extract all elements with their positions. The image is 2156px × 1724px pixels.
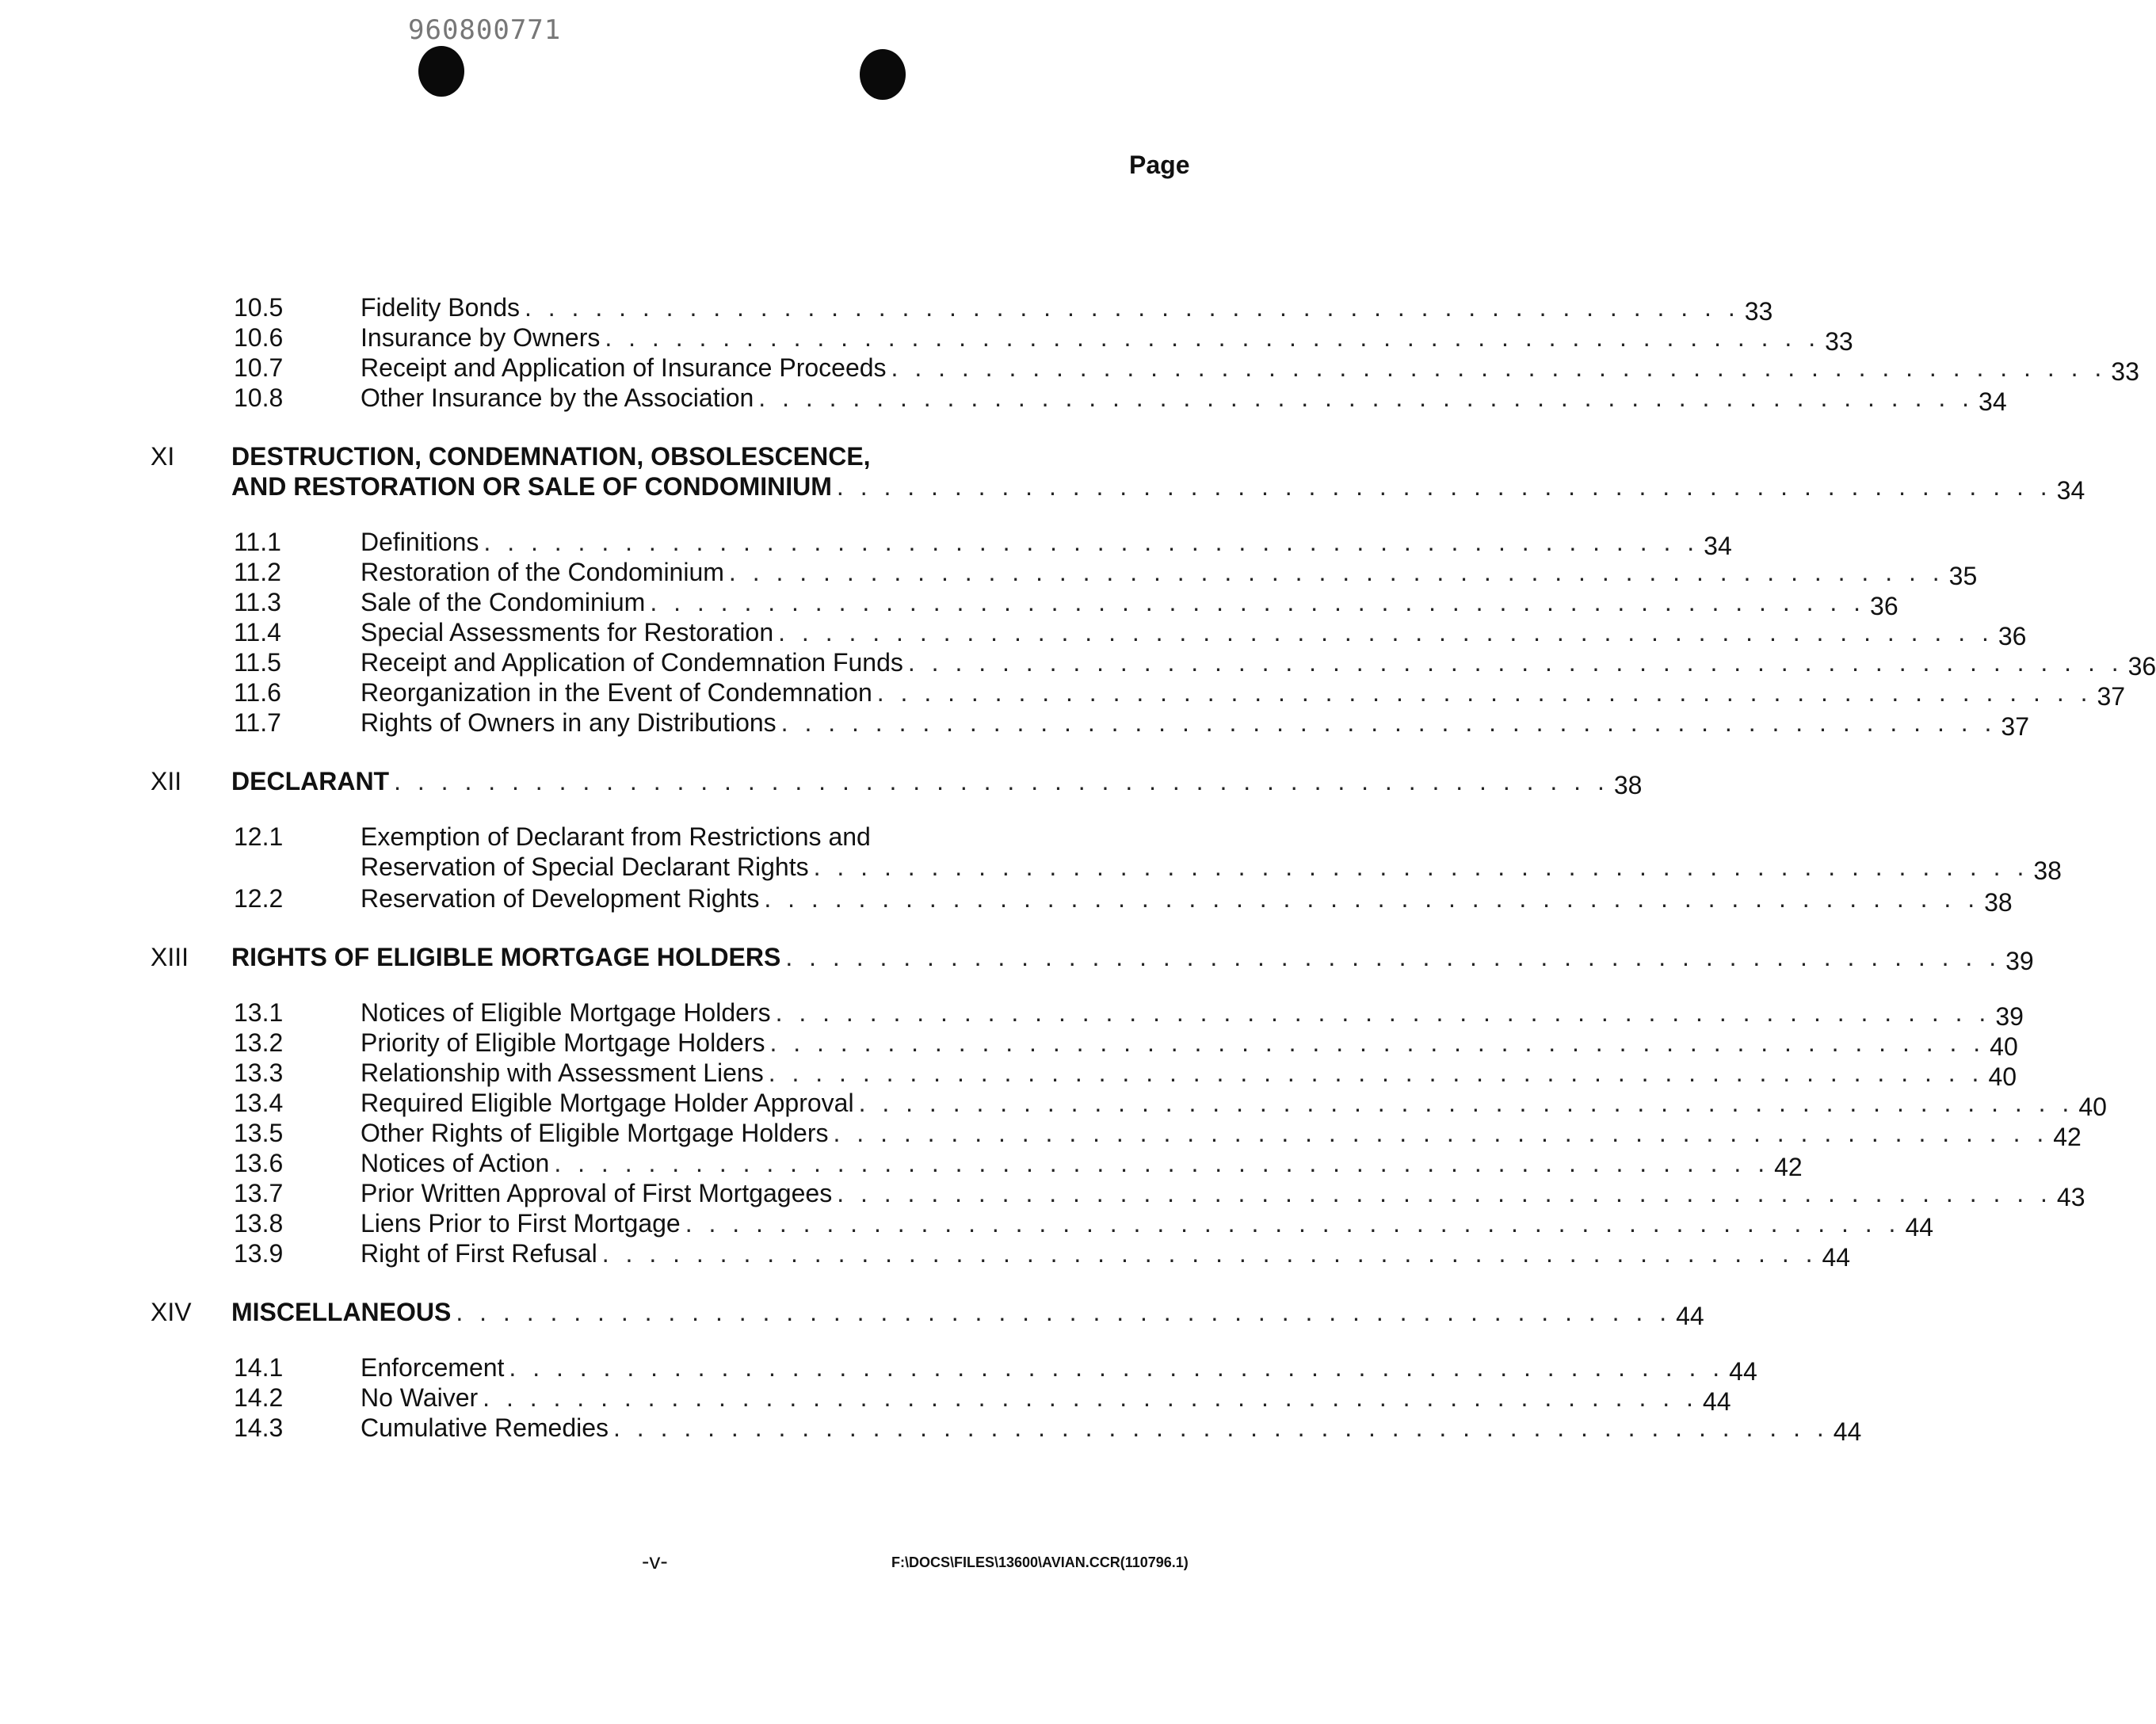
article-title-row [231, 767, 1643, 799]
dot-leader: . . . . . . . . . . . . . . . . . . . . . . . . . . . . . . . . . . . . . . . . . . . . . . . . . . . . [833, 1119, 2049, 1147]
section-title-line: Exemption of Declarant from Restrictions and [361, 822, 871, 851]
toc-entry [143, 1209, 1934, 1242]
section-page-number: 40 [2078, 1093, 2107, 1121]
section-page-number: 33 [2111, 357, 2139, 386]
section-title: No Waiver [361, 1383, 479, 1412]
section-title-row [361, 1028, 2018, 1061]
section-title: Reservation of Special Declarant Rights [361, 852, 809, 881]
section-page-number: 40 [1990, 1032, 2018, 1061]
section-page-number: 42 [2053, 1123, 2082, 1151]
section-page-number: 44 [1702, 1387, 1731, 1416]
dot-leader: . . . . . . . . . . . . . . . . . . . . . . . . . . . . . . . . . . . . . . . . . . . . . . . . . . . . [775, 998, 1991, 1027]
dot-leader: . . . . . . . . . . . . . . . . . . . . . . . . . . . . . . . . . . . . . . . . . . . . . . . . . . . . [650, 588, 1866, 616]
toc-entry [143, 708, 2029, 741]
section-page-number: 44 [1822, 1243, 1851, 1272]
article-number: XI [151, 442, 175, 471]
article-number: XII [151, 767, 182, 795]
section-number: 11.1 [234, 528, 281, 556]
dot-leader: . . . . . . . . . . . . . . . . . . . . . . . . . . . . . . . . . . . . . . . . . . . . . . . . . . . . [778, 618, 1994, 646]
article-page-number: 44 [1676, 1302, 1704, 1330]
article-title-row [231, 943, 2034, 975]
toc-entry [143, 1239, 1851, 1272]
article-heading [143, 1298, 1704, 1330]
toc-entry [143, 1149, 1803, 1181]
section-number: 11.4 [234, 618, 281, 646]
toc-entry [143, 822, 2062, 885]
section-number: 10.6 [234, 323, 284, 352]
section-page-number: 36 [1870, 592, 1898, 620]
section-page-number: 44 [1833, 1417, 1862, 1446]
section-title: Relationship with Assessment Liens [361, 1058, 764, 1087]
section-page-number: 37 [2097, 682, 2126, 711]
section-title-row [361, 293, 1773, 326]
section-number: 13.2 [234, 1028, 284, 1057]
section-title: Required Eligible Mortgage Holder Approval [361, 1089, 854, 1117]
section-title: Priority of Eligible Mortgage Holders [361, 1028, 765, 1057]
section-page-number: 44 [1729, 1357, 1757, 1386]
section-title-row [361, 528, 1732, 560]
section-title-row [361, 383, 2007, 416]
dot-leader: . . . . . . . . . . . . . . . . . . . . . . . . . . . . . . . . . . . . . . . . . . . . . . . . . . . . [728, 558, 1944, 586]
section-number: 11.7 [234, 708, 281, 737]
section-title-row [361, 708, 2029, 741]
dot-leader: . . . . . . . . . . . . . . . . . . . . . . . . . . . . . . . . . . . . . . . . . . . . . . . . . . . . [858, 1089, 2074, 1117]
toc-entry [143, 558, 1978, 590]
dot-leader: . . . . . . . . . . . . . . . . . . . . . . . . . . . . . . . . . . . . . . . . . . . . . . . . . . . . [836, 472, 2052, 501]
section-title-row [361, 1179, 2085, 1211]
section-number: 11.3 [234, 588, 281, 616]
section-number: 11.6 [234, 678, 281, 707]
section-title-row [361, 1089, 2107, 1121]
section-number: 10.5 [234, 293, 284, 322]
section-title-row [361, 1149, 1803, 1181]
section-title-row [361, 678, 2126, 711]
section-page-number: 38 [1984, 888, 2013, 917]
dot-leader: . . . . . . . . . . . . . . . . . . . . . . . . . . . . . . . . . . . . . . . . . . . . . . . . . . . . [837, 1179, 2052, 1207]
section-page-number: 34 [1704, 532, 1732, 560]
article-title-text: DECLARANT [231, 767, 390, 795]
article-number: XIV [151, 1298, 192, 1326]
dot-leader: . . . . . . . . . . . . . . . . . . . . . . . . . . . . . . . . . . . . . . . . . . . . . . . . . . . . [876, 678, 2093, 707]
section-number: 11.5 [234, 648, 281, 677]
section-page-number: 39 [1995, 1002, 2024, 1031]
section-title-row [361, 353, 2139, 386]
section-title: Prior Written Approval of First Mortgagees [361, 1179, 833, 1207]
article-page-number: 38 [1613, 771, 1643, 799]
article-title-text: AND RESTORATION OR SALE OF CONDOMINIUM [231, 472, 832, 501]
article-title [231, 767, 1643, 799]
section-title: Notices of Action [361, 1149, 550, 1177]
toc-entry [143, 383, 2007, 416]
section-page-number: 33 [1825, 327, 1853, 356]
section-title: Right of First Refusal [361, 1239, 597, 1268]
table-of-contents [143, 293, 2156, 1446]
toc-entry [143, 293, 1773, 326]
section-page-number: 42 [1774, 1153, 1803, 1181]
section-number: 13.9 [234, 1239, 284, 1268]
dot-leader: . . . . . . . . . . . . . . . . . . . . . . . . . . . . . . . . . . . . . . . . . . . . . . . . . . . . [601, 1239, 1818, 1268]
punch-hole [860, 49, 906, 100]
article-title-text: RIGHTS OF ELIGIBLE MORTGAGE HOLDERS [231, 943, 781, 971]
section-number: 10.7 [234, 353, 284, 382]
toc-entry [143, 1413, 1862, 1446]
section-title: Notices of Eligible Mortgage Holders [361, 998, 771, 1027]
toc-entry [143, 1089, 2107, 1121]
section-title: Restoration of the Condominium [361, 558, 724, 586]
section-title-row [361, 1239, 1851, 1272]
toc-entry [143, 884, 2013, 917]
article-title [231, 1298, 1704, 1330]
dot-leader: . . . . . . . . . . . . . . . . . . . . . . . . . . . . . . . . . . . . . . . . . . . . . . . . . . . . [509, 1353, 1725, 1382]
section-page-number: 40 [1988, 1062, 2017, 1091]
dot-leader: . . . . . . . . . . . . . . . . . . . . . . . . . . . . . . . . . . . . . . . . . . . . . . . . . . . . [554, 1149, 1770, 1177]
section-page-number: 34 [1979, 387, 2007, 416]
section-title: Enforcement [361, 1353, 505, 1382]
section-title-row [361, 1353, 1757, 1386]
dot-leader: . . . . . . . . . . . . . . . . . . . . . . . . . . . . . . . . . . . . . . . . . . . . . . . . . . . . [769, 1028, 1986, 1057]
dot-leader: . . . . . . . . . . . . . . . . . . . . . . . . . . . . . . . . . . . . . . . . . . . . . . . . . . . . [605, 323, 1821, 352]
article-heading [143, 767, 1643, 799]
article-title-row [231, 472, 2085, 505]
section-title-row [361, 648, 2156, 681]
section-title: Receipt and Application of Insurance Proceeds [361, 353, 887, 382]
section-title: Reorganization in the Event of Condemnation [361, 678, 872, 707]
article-page-number: 39 [2005, 947, 2034, 975]
section-title: Reservation of Development Rights [361, 884, 760, 913]
section-number: 12.2 [234, 884, 284, 913]
toc-entry [143, 1353, 1757, 1386]
section-title-row [361, 588, 1898, 620]
section-page-number: 33 [1744, 297, 1773, 326]
page-column-heading: Page [1129, 151, 1190, 179]
toc-entry [143, 648, 2156, 681]
section-page-number: 44 [1905, 1213, 1934, 1242]
dot-leader: . . . . . . . . . . . . . . . . . . . . . . . . . . . . . . . . . . . . . . . . . . . . . . . . . . . . [813, 852, 2029, 881]
toc-entry [143, 528, 1732, 560]
section-number: 13.3 [234, 1058, 284, 1087]
section-number: 14.3 [234, 1413, 284, 1442]
section-number: 12.1 [234, 822, 284, 851]
article-title-line: DESTRUCTION, CONDEMNATION, OBSOLESCENCE, [231, 442, 871, 471]
toc-entry [143, 1119, 2082, 1151]
section-title-row [361, 852, 2062, 885]
dot-leader: . . . . . . . . . . . . . . . . . . . . . . . . . . . . . . . . . . . . . . . . . . . . . . . . . . . . [483, 528, 1700, 556]
dot-leader: . . . . . . . . . . . . . . . . . . . . . . . . . . . . . . . . . . . . . . . . . . . . . . . . . . . . [758, 383, 1975, 412]
section-title-row [361, 558, 1978, 590]
section-number: 13.6 [234, 1149, 284, 1177]
toc-entry [143, 353, 2139, 386]
dot-leader: . . . . . . . . . . . . . . . . . . . . . . . . . . . . . . . . . . . . . . . . . . . . . . . . . . . . [456, 1298, 1672, 1326]
toc-entry [143, 618, 2027, 650]
punch-hole [418, 46, 464, 97]
dot-leader: . . . . . . . . . . . . . . . . . . . . . . . . . . . . . . . . . . . . . . . . . . . . . . . . . . . . [780, 708, 1997, 737]
section-title: Special Assessments for Restoration [361, 618, 774, 646]
section-title-row [361, 1383, 1731, 1416]
section-title: Other Rights of Eligible Mortgage Holders [361, 1119, 829, 1147]
section-title-row [361, 323, 1853, 356]
dot-leader: . . . . . . . . . . . . . . . . . . . . . . . . . . . . . . . . . . . . . . . . . . . . . . . . . . . . [483, 1383, 1698, 1412]
section-number: 11.2 [234, 558, 281, 586]
toc-entry [143, 998, 2024, 1031]
dot-leader: . . . . . . . . . . . . . . . . . . . . . . . . . . . . . . . . . . . . . . . . . . . . . . . . . . . . [891, 353, 2107, 382]
section-page-number: 38 [2033, 856, 2062, 885]
toc-entry [143, 1383, 1731, 1416]
section-page-number: 43 [2056, 1183, 2085, 1211]
section-title: Rights of Owners in any Distributions [361, 708, 777, 737]
section-title-row [361, 1119, 2082, 1151]
section-number: 13.4 [234, 1089, 284, 1117]
dot-leader: . . . . . . . . . . . . . . . . . . . . . . . . . . . . . . . . . . . . . . . . . . . . . . . . . . . . [785, 943, 2001, 971]
article-heading [143, 442, 2085, 505]
footer-page-number: -v- [642, 1549, 668, 1573]
section-title-row [361, 1058, 2017, 1091]
dot-leader: . . . . . . . . . . . . . . . . . . . . . . . . . . . . . . . . . . . . . . . . . . . . . . . . . . . . [394, 767, 1609, 795]
toc-entry [143, 588, 1898, 620]
toc-entry [143, 323, 1853, 356]
document-stamp: 960800771 [408, 14, 562, 46]
dot-leader: . . . . . . . . . . . . . . . . . . . . . . . . . . . . . . . . . . . . . . . . . . . . . . . . . . . . [764, 884, 1980, 913]
dot-leader: . . . . . . . . . . . . . . . . . . . . . . . . . . . . . . . . . . . . . . . . . . . . . . . . . . . . [768, 1058, 1984, 1087]
toc-entry [143, 678, 2126, 711]
toc-entry [143, 1058, 2017, 1091]
article-title [231, 943, 2034, 975]
section-title: Fidelity Bonds [361, 293, 520, 322]
section-title: Insurance by Owners [361, 323, 601, 352]
section-page-number: 36 [1998, 622, 2027, 650]
footer-file-path: F:\DOCS\FILES\13600\AVIAN.CCR(110796.1) [891, 1554, 1189, 1570]
section-number: 14.2 [234, 1383, 284, 1412]
section-number: 13.7 [234, 1179, 284, 1207]
section-title: Cumulative Remedies [361, 1413, 609, 1442]
section-page-number: 35 [1948, 562, 1978, 590]
article-page-number: 34 [2056, 476, 2085, 505]
section-title-block [361, 822, 2062, 885]
section-title-row [361, 1209, 1934, 1242]
section-title: Liens Prior to First Mortgage [361, 1209, 681, 1238]
section-number: 13.1 [234, 998, 284, 1027]
dot-leader: . . . . . . . . . . . . . . . . . . . . . . . . . . . . . . . . . . . . . . . . . . . . . . . . . . . . [524, 293, 1740, 322]
section-number: 14.1 [234, 1353, 284, 1382]
article-title-text: MISCELLANEOUS [231, 1298, 452, 1326]
section-page-number: 36 [2127, 652, 2156, 681]
section-number: 13.5 [234, 1119, 284, 1147]
section-number: 13.8 [234, 1209, 284, 1238]
section-title: Other Insurance by the Association [361, 383, 754, 412]
dot-leader: . . . . . . . . . . . . . . . . . . . . . . . . . . . . . . . . . . . . . . . . . . . . . . . . . . . . [907, 648, 2124, 677]
dot-leader: . . . . . . . . . . . . . . . . . . . . . . . . . . . . . . . . . . . . . . . . . . . . . . . . . . . . [613, 1413, 1829, 1442]
section-number: 10.8 [234, 383, 284, 412]
section-title: Receipt and Application of Condemnation Funds [361, 648, 903, 677]
dot-leader: . . . . . . . . . . . . . . . . . . . . . . . . . . . . . . . . . . . . . . . . . . . . . . . . . . . . [685, 1209, 1901, 1238]
article-heading [143, 943, 2034, 975]
toc-entry [143, 1179, 2085, 1211]
section-page-number: 37 [2001, 712, 2029, 741]
toc-entry [143, 1028, 2018, 1061]
section-title: Sale of the Condominium [361, 588, 646, 616]
section-title-row [361, 998, 2024, 1031]
article-number: XIII [151, 943, 189, 971]
section-title-row [361, 884, 2013, 917]
article-title [231, 442, 2085, 505]
article-title-row [231, 1298, 1704, 1330]
section-title-row [361, 1413, 1862, 1446]
section-title-row [361, 618, 2027, 650]
section-title: Definitions [361, 528, 479, 556]
